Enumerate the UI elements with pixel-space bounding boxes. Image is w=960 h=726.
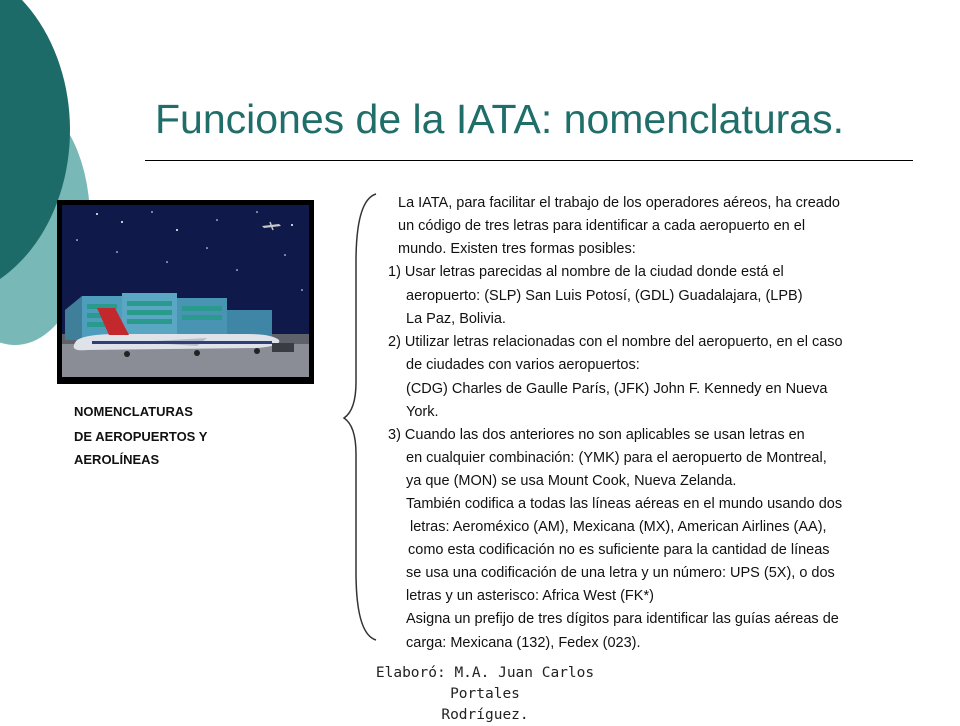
body-line: ya que (MON) se usa Mount Cook, Nueva Zelanda. xyxy=(406,473,737,489)
slide-title: Funciones de la IATA: nomenclaturas. xyxy=(155,96,844,142)
footer-line-1: Elaboró: M.A. Juan Carlos Portales xyxy=(375,665,595,702)
body-line: También codifica a todas las líneas aéreas en el mundo usando dos xyxy=(406,496,843,512)
body-line: un código de tres letras para identificar a cada aeropuerto en el xyxy=(398,218,806,234)
left-curly-brace-icon xyxy=(340,192,380,642)
body-line: mundo. Existen tres formas posibles: xyxy=(398,241,636,257)
body-line: en cualquier combinación: (YMK) para el aeropuerto de Montreal, xyxy=(406,450,827,466)
body-line: York. xyxy=(406,404,439,420)
airport-airplane-illustration xyxy=(57,200,314,384)
side-label-line-2: DE AEROPUERTOS Y xyxy=(74,429,208,444)
body-line: de ciudades con varios aeropuertos: xyxy=(406,357,640,373)
body-line: La IATA, para facilitar el trabajo de los operadores aéreos, ha creado xyxy=(398,195,840,211)
side-label-line-3: AEROLÍNEAS xyxy=(74,452,160,467)
body-line: 1) Usar letras parecidas al nombre de la ciudad donde está el xyxy=(388,264,784,280)
body-line: 2) Utilizar letras relacionadas con el nombre del aeropuerto, en el caso xyxy=(388,334,843,350)
body-line: carga: Mexicana (132), Fedex (023). xyxy=(406,635,641,651)
body-line: letras y un asterisco: Africa West (FK*) xyxy=(406,588,654,604)
body-line: 3) Cuando las dos anteriores no son aplicables se usan letras en xyxy=(388,427,805,443)
footer-line-2: Rodríguez. xyxy=(441,707,529,723)
body-line: letras: Aeroméxico (AM), Mexicana (MX), American Airlines (AA), xyxy=(410,519,827,535)
side-label-line-1: NOMENCLATURAS xyxy=(74,404,193,419)
body-line: aeropuerto: (SLP) San Luis Potosí, (GDL) Guadalajara, (LPB) xyxy=(406,288,803,304)
body-line: La Paz, Bolivia. xyxy=(406,311,506,327)
title-underline xyxy=(145,160,913,161)
body-line: se usa una codificación de una letra y un número: UPS (5X), o dos xyxy=(406,565,835,581)
body-line: como esta codificación no es suficiente para la cantidad de líneas xyxy=(408,542,830,558)
body-line: Asigna un prefijo de tres dígitos para identificar las guías aéreas de xyxy=(406,611,839,627)
body-line: (CDG) Charles de Gaulle París, (JFK) John F. Kennedy en Nueva xyxy=(406,381,828,397)
author-footer xyxy=(340,663,630,726)
